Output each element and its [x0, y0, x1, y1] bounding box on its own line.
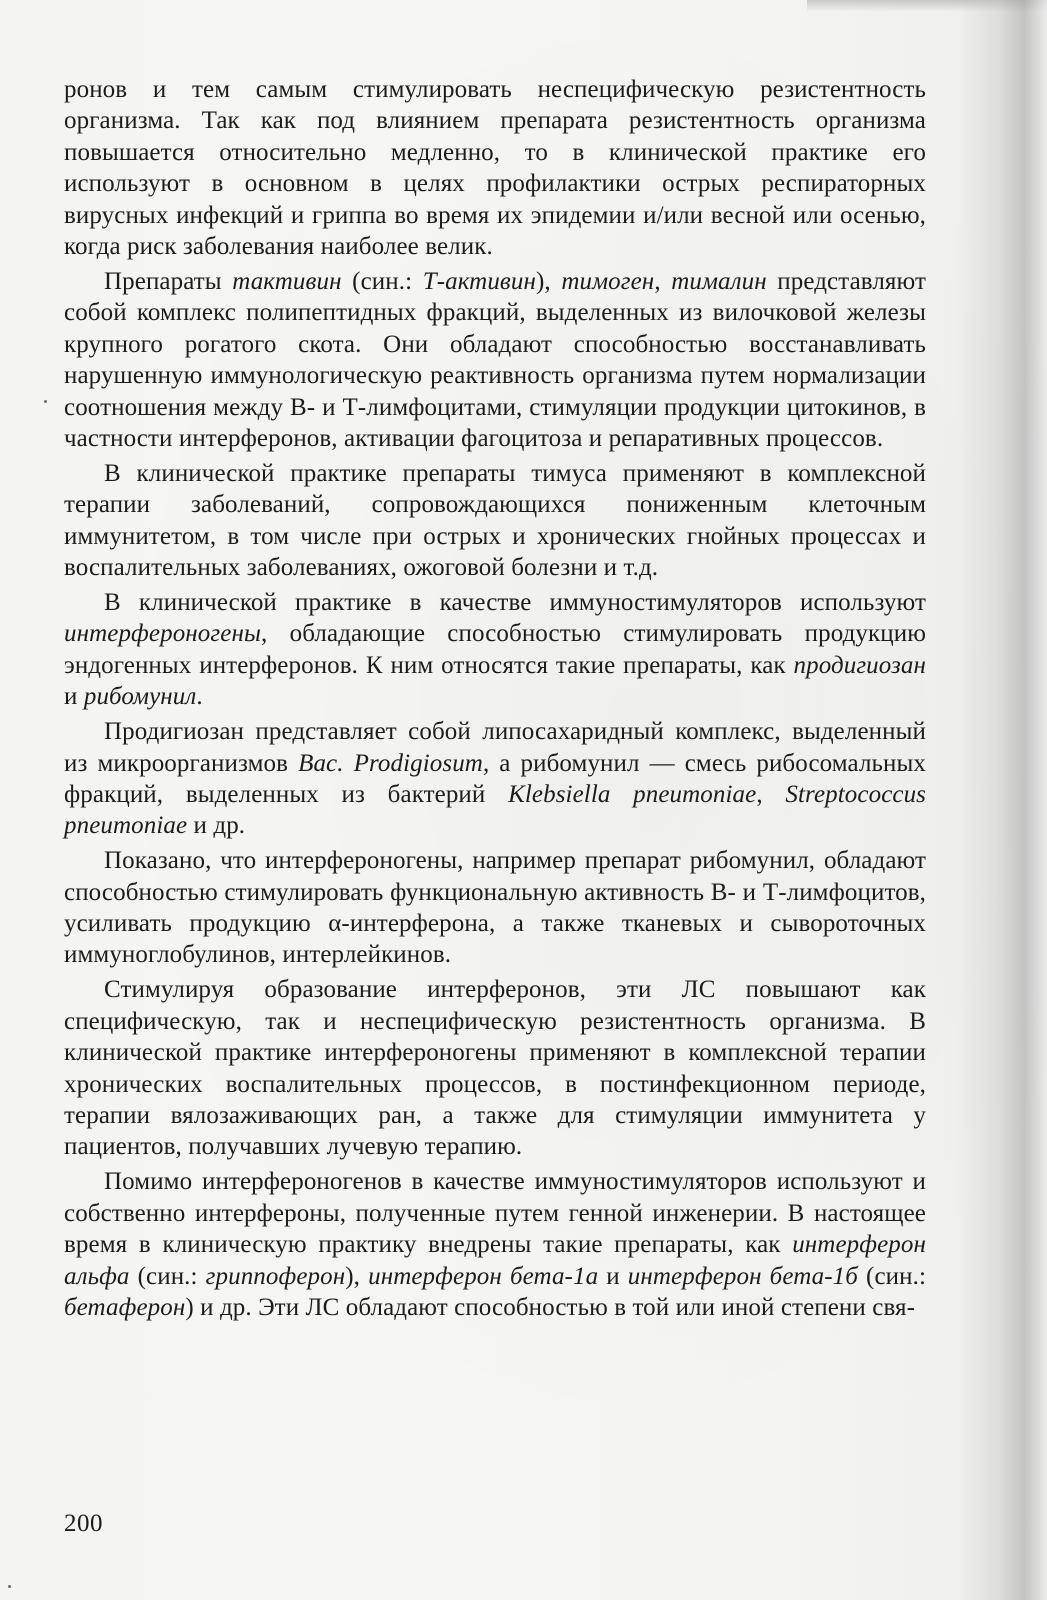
- page-top-edge-shadow: [807, 0, 1047, 12]
- paragraph: [64, 974, 926, 1162]
- italic-term: интерфероногены: [64, 620, 261, 648]
- italic-term: интерферон альфа: [64, 1231, 926, 1290]
- italic-term: Streptococcus pneumoniae: [64, 780, 927, 840]
- italic-term: Т-активин: [422, 267, 536, 295]
- italic-term: тактивин: [232, 267, 342, 295]
- print-speck: [8, 1585, 11, 1588]
- paragraph: [64, 266, 926, 454]
- text-run: ронов и тем самым стимулировать неспецифическую резистентность организма. Так как под влиянием препарата резистентность организма повышается относительно медленно, то в клинической практике его используют в основном в целях профилактики острых респираторных вирусных инфекций и гриппа во время их эпидемии и/или весной или осенью, когда риск заболевания наиболее велик.: [64, 76, 926, 261]
- text-run: В клинической практике препараты тимуса применяют в комплексной терапии заболеваний, сопровождающихся пониженным клеточным иммунитетом, в том числе при острых и хронических гнойных процессах и воспалительных заболеваниях, ожоговой болезни и т.д.: [64, 459, 926, 582]
- italic-term: гриппоферон: [205, 1262, 346, 1290]
- paragraph: [64, 458, 926, 584]
- text-run: ),: [345, 1262, 369, 1290]
- text-run: ,: [654, 267, 672, 295]
- text-run: В клинической практике в качестве иммуностимуляторов используют: [104, 589, 926, 616]
- italic-term: Bac. Prodigiosum: [298, 749, 483, 777]
- text-run: , а рибомунил — смесь рибосомальных фракций, выделенных из бактерий: [64, 749, 926, 808]
- text-run: Препараты: [104, 267, 233, 295]
- paragraph: [64, 716, 926, 842]
- text-run: (син.:: [341, 267, 423, 295]
- text-run: (син.:: [857, 1262, 927, 1290]
- italic-term: продигиозан: [793, 651, 926, 679]
- paragraph: [64, 1166, 926, 1323]
- italic-term: рибомунил: [83, 683, 197, 711]
- italic-term: Klebsiella pneumoniae: [508, 780, 757, 808]
- paragraph: [64, 845, 926, 971]
- text-run: и: [598, 1262, 628, 1290]
- text-run: Помимо интерфероногенов в качестве иммуностимуляторов используют и собственно интерфероны, полученные путем генной инженерии. В настоящее время в клиническую практику внедрены такие препараты, как: [64, 1168, 926, 1259]
- text-run: и: [64, 683, 84, 711]
- text-run: и др.: [187, 812, 246, 840]
- italic-term: интерферон бета-1а: [368, 1262, 599, 1290]
- text-run: представляют собой комплекс полипептидных фракций, выделенных из вилочковой железы крупного рогатого скота. Они обладают способностью восстанавливать нарушенную иммунологическую реактивность организма путем нормализации соотношения между В- и Т-лимфоцитами, стимуляции продукции цитокинов, в частности интерферонов, активации фагоцитоза и репаративных процессов.: [64, 267, 926, 452]
- page-binding-shadow: [957, 0, 1047, 1600]
- italic-term: тимоген: [561, 267, 655, 295]
- italic-term: бетаферон: [64, 1293, 186, 1321]
- print-speck: [44, 400, 47, 403]
- text-run: .: [196, 683, 203, 711]
- text-run: , обладающие способностью стимулировать продукцию эндогенных интерферонов. К ним относятся такие препараты, как: [64, 620, 926, 679]
- text-run: Показано, что интерфероногены, например препарат рибомунил, обладают способностью стимулировать функциональную активность В- и Т-лимфоцитов, усиливать продукцию α-интерферона, а также тканевых и сывороточных иммуноглобулинов, интерлейкинов.: [64, 847, 926, 969]
- body-text: [64, 74, 926, 1327]
- text-run: ) и др. Эти ЛС обладают способностью в той или иной степени свя-: [185, 1293, 916, 1321]
- text-run: (син.:: [129, 1262, 206, 1290]
- text-run: Стимулируя образование интерферонов, эти ЛС повышают как специфическую, так и неспецифическую резистентность организма. В клинической практике интерфероногены применяют в комплексной терапии хронических воспалительных процессов, в постинфекционном периоде, терапии вялозаживающих ран, а также для стимуляции иммунитета у пациентов, получавших лучевую терапию.: [64, 976, 926, 1161]
- italic-term: тималин: [671, 267, 767, 295]
- paragraph: [64, 74, 926, 262]
- paragraph: [64, 587, 926, 713]
- italic-term: интерферон бета-1б: [627, 1262, 858, 1290]
- text-run: ,: [756, 780, 786, 808]
- page-number: 200: [64, 1510, 103, 1537]
- text-run: Продигиозан представляет собой липосахаридный комплекс, выделенный из микроорганизмов: [64, 718, 926, 777]
- text-run: ),: [536, 267, 562, 295]
